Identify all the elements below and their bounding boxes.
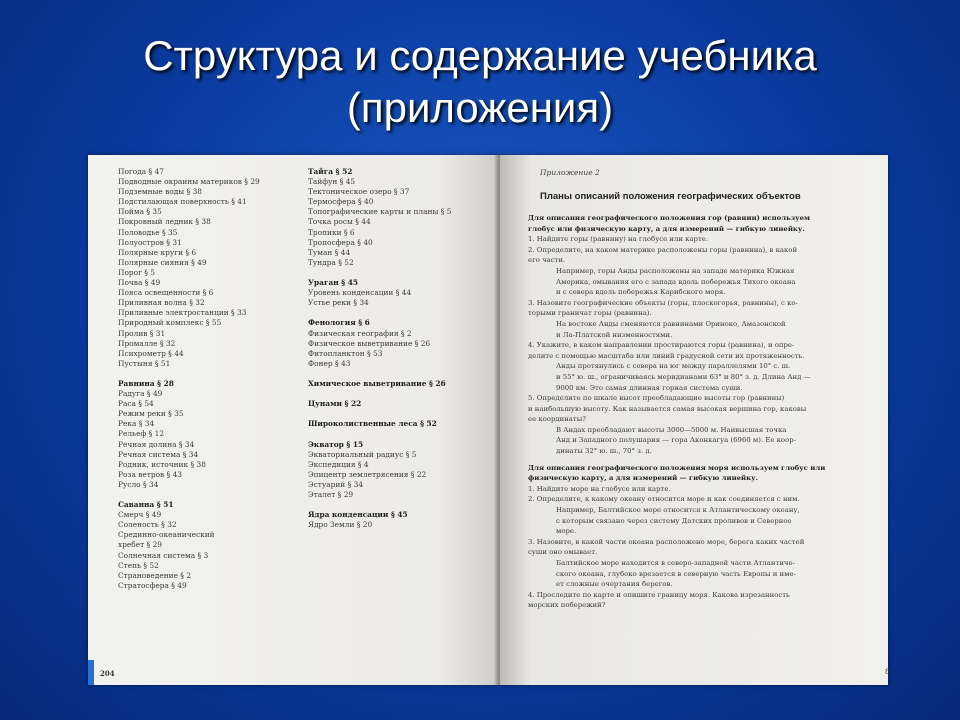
slide-title-line1: Структура и содержание учебника [143, 32, 817, 79]
index-entry: Уровень конденсации § 44 [308, 288, 412, 298]
index-entry: Цунами § 22 [308, 399, 362, 409]
index-entry: Пойма § 35 [118, 207, 162, 217]
index-entry: Родник, источник § 38 [118, 459, 206, 469]
index-gap [308, 268, 488, 278]
index-entry: Солнечная система § 3 [118, 550, 209, 560]
index-entry: Физическая география § 2 [308, 328, 412, 338]
index-gap [118, 490, 308, 500]
index-entry: Физическое выветривание § 26 [308, 338, 431, 348]
index-entry: Роза ветров § 43 [118, 469, 182, 479]
index-entry: Фенология § 6 [308, 318, 370, 328]
text-line: Америка, омывания его с запада вдоль побережья Тихого океана [556, 277, 796, 286]
text-line: торыми граничат горы (равнина). [528, 309, 652, 318]
text-line: его части. [528, 256, 566, 265]
index-entry: Промалле § 32 [118, 338, 176, 348]
index-entry: Радуга § 49 [118, 389, 163, 399]
text-line: 5. Определите по шкале высот преобладающие высоты гор (равнины) [528, 394, 785, 403]
index-entry: Эпицентр землетрясения § 22 [308, 469, 427, 479]
appendix-body [528, 213, 878, 611]
text-line: морских побережий? [528, 601, 606, 610]
index-entry: Широколиственные леса § 52 [308, 419, 437, 429]
index-entry: Рельеф § 12 [118, 429, 165, 439]
text-line: глобус или физическую карту, а для измерений — гибкую линейку. [528, 224, 805, 233]
text-line: Для описания географического положения гор (равнин) используем [528, 214, 810, 222]
index-entry: Топографические карты и планы § 5 [308, 207, 452, 217]
index-gap [308, 389, 488, 399]
index-entry: Русло § 34 [118, 479, 159, 489]
index-entry: Полуостров § 31 [118, 237, 182, 247]
index-gap [308, 409, 488, 419]
text-line: Например, Балтийское море относится к Атлантическому океану, [556, 506, 800, 515]
index-entry: Подземные воды § 38 [118, 187, 202, 197]
index-entry: Природный комплекс § 55 [118, 318, 222, 328]
text-line: 2. Определите, на каком материке расположены горы (равнина), в какой [528, 245, 798, 254]
index-entry: Река § 34 [118, 419, 155, 429]
index-entry: Тайфун § 45 [308, 177, 356, 187]
index-entry: Химическое выветривание § 26 [308, 378, 446, 388]
index-entry: Смерч § 49 [118, 510, 162, 520]
slide-title-line2: (приложения) [346, 84, 614, 131]
index-entry: Полярные круги § 6 [118, 247, 197, 257]
index-entry: Эстуарий § 34 [308, 479, 364, 489]
text-line: Анды протянулись с севера на юг между параллелями 10° с. ш. [556, 362, 791, 371]
index-entry: Приливная волна § 32 [118, 298, 205, 308]
index-entry: Пояса освещенности § 6 [118, 288, 214, 298]
index-entry: Раса § 54 [118, 399, 154, 409]
index-entry: Фонер § 43 [308, 358, 351, 368]
text-line: с которым связано через систему Датских проливов и Северное [556, 516, 792, 525]
index-entry: Соленость § 32 [118, 520, 177, 530]
index-gap [308, 369, 488, 379]
left-page-number: 204 [100, 669, 115, 678]
index-entry: Полярные сияния § 49 [118, 257, 207, 267]
index-entry: Покровный ледник § 38 [118, 217, 211, 227]
index-entry: Саванна § 51 [118, 500, 174, 510]
index-entry: Режим реки § 35 [118, 409, 184, 419]
text-line: и 55° ю. ш., ограничиваясь меридианами 63° и 80° з. д. Длина Анд — [556, 372, 811, 381]
index-gap [308, 429, 488, 439]
index-entry: Экватор § 15 [308, 439, 364, 449]
index-entry: Точка росы § 44 [308, 217, 371, 227]
index-entry: Ядра конденсации § 45 [308, 510, 408, 520]
index-entry: Термосфера § 40 [308, 197, 374, 207]
left-page [88, 155, 498, 685]
text-line: ет сложные очертания берегов. [556, 580, 673, 589]
text-line: 1. Найдите горы (равнину) на глобусе или карте. [528, 235, 709, 244]
page-edge-marker [88, 660, 94, 685]
text-line: 4. Проследите по карте и опишите границу моря. Какова изрезанность [528, 590, 790, 599]
text-line: и Ла-Платской низменностями. [556, 330, 673, 339]
index-gap [308, 308, 488, 318]
text-line: море. [556, 527, 577, 536]
appendix-title: Планы описаний положения географических объектов [540, 191, 801, 202]
index-entry: Ураган § 45 [308, 278, 358, 288]
appendix-header: Приложение 2 [540, 168, 600, 177]
text-line: В Андах преобладают высоты 3000—5000 м. Наивысшая точка [556, 425, 787, 434]
text-line: ее координаты? [528, 415, 586, 424]
text-line: 2. Определите, к какому океану относится море и как соединяется с ним. [528, 495, 800, 504]
text-line: ского океана, глубоко врезается в северную часть Европы и име- [556, 569, 796, 578]
index-entry: Туман § 44 [308, 247, 351, 257]
index-gap [118, 369, 308, 379]
index-column-2 [308, 167, 488, 530]
index-entry: Тундра § 52 [308, 257, 354, 267]
text-line: и наибольшую высоту. Как называется самая высокая вершина гор, каковы [528, 404, 807, 413]
index-entry: Речная долина § 34 [118, 439, 195, 449]
index-entry: Тайга § 52 [308, 167, 353, 176]
textbook-scan [88, 155, 888, 685]
text-line: 9000 км. Это самая длинная горная система суши. [556, 383, 743, 392]
index-entry: Приливные электростанции § 33 [118, 308, 247, 318]
text-line: Например, горы Анды расположены на западе материка Южная [556, 266, 795, 275]
text-line: 3. Назовите, в какой части океана расположено море, берега каких частей [528, 537, 805, 546]
text-line: 3. Назовите географические объекты (горы, плоскогорья, равнины), с ко- [528, 298, 798, 307]
index-entry: хребет § 29 [118, 540, 162, 550]
index-entry: Тектоническое озеро § 37 [308, 187, 410, 197]
text-line: делите с помощью масштаба или линий градусной сети их протяженность. [528, 351, 805, 360]
text-line: Анд и Западного полушария — гора Аконкагуа (6960 м). Ее коор- [556, 436, 796, 445]
index-entry: Порог § 5 [118, 267, 156, 277]
text-line: 1. Найдите море на глобусе или карте. [528, 484, 671, 493]
text-line: Балтийское море находится в северо-западной части Атлантиче- [556, 559, 795, 567]
right-page-number: 8 [885, 668, 890, 676]
index-entry: Экваториальный радиус § 5 [308, 449, 417, 459]
index-entry: Тропосфера § 40 [308, 237, 373, 247]
index-entry: Срединно-океанический [118, 530, 215, 540]
text-line: динаты 32° ю. ш., 70° з. д. [556, 447, 652, 456]
index-entry: Ядро Земли § 20 [308, 520, 373, 530]
right-page [500, 155, 888, 685]
index-entry: Тропики § 6 [308, 227, 355, 237]
index-column-1 [118, 167, 308, 591]
index-entry: Фитопланктон § 53 [308, 348, 383, 358]
text-line: физическую карту, а для измерений — гибкую линейку. [528, 474, 758, 483]
index-entry: Устье реки § 34 [308, 298, 369, 308]
index-entry: Погода § 47 [118, 167, 164, 176]
text-line: 4. Укажите, в каком направлении простираются горы (равнина), и опре- [528, 341, 795, 350]
index-entry: Психрометр § 44 [118, 348, 184, 358]
index-entry: Страноведение § 2 [118, 570, 192, 580]
index-entry: Эталет § 29 [308, 490, 354, 499]
index-entry: Стратосфера § 49 [118, 580, 187, 590]
index-entry: Степь § 52 [118, 560, 159, 570]
text-line: На востоке Анды сменяются равнинами Ориноко, Амазонской [556, 319, 786, 328]
index-entry: Половодье § 35 [118, 227, 178, 237]
index-entry: Равнина § 28 [118, 378, 174, 388]
index-entry: Подводные окраины материков § 29 [118, 177, 260, 187]
index-entry: Почва § 49 [118, 278, 161, 288]
text-line: и с севера вдоль побережья Карибского моря. [556, 288, 726, 297]
text-line: суши оно омывает. [528, 548, 598, 557]
index-gap [308, 500, 488, 510]
slide-title [0, 30, 960, 134]
index-entry: Речная система § 34 [118, 449, 199, 459]
text-line: Для описания географического положения моря используем глобус или [528, 463, 826, 472]
index-entry: Экспедиция § 4 [308, 459, 369, 469]
index-entry: Подстилающая поверхность § 41 [118, 197, 247, 207]
index-entry: Пролив § 31 [118, 328, 166, 338]
index-entry: Пустыня § 51 [118, 358, 171, 368]
